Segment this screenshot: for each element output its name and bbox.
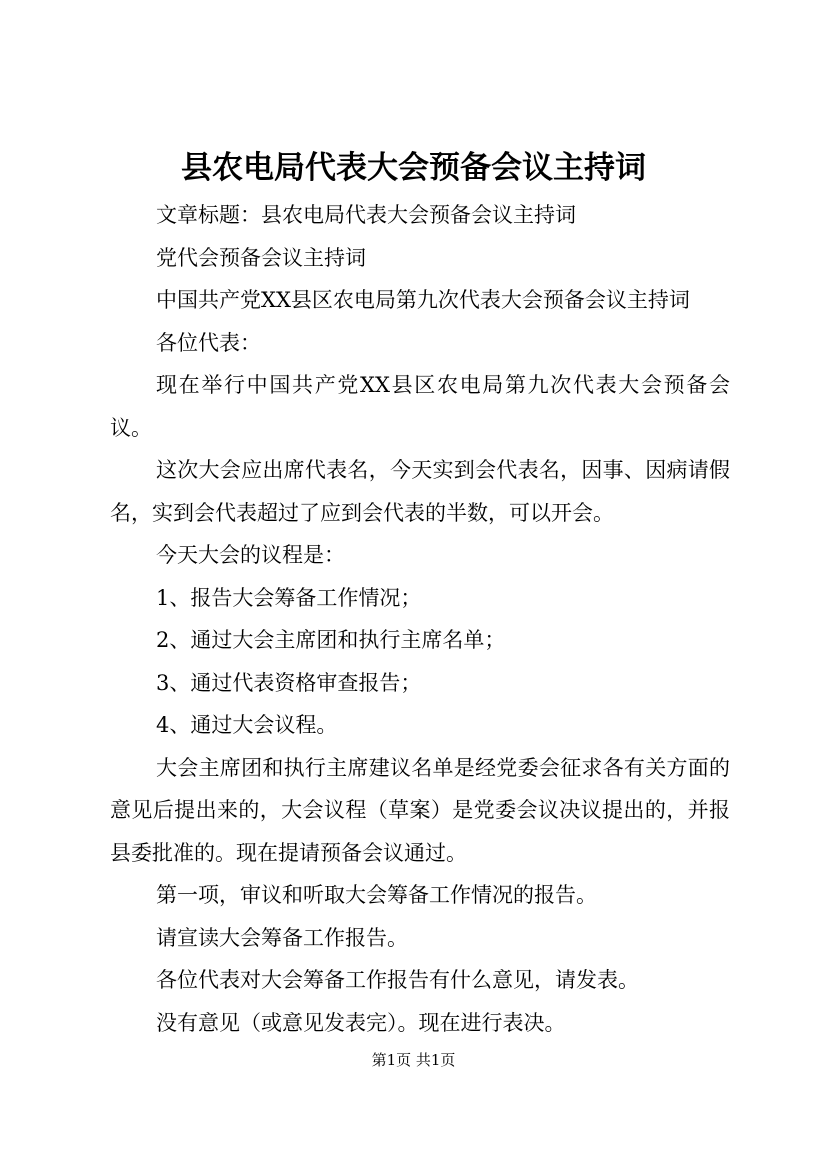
agenda-item-3: 3、通过代表资格审查报告；	[156, 670, 422, 695]
page-number-footer: 第1页 共1页	[371, 1051, 456, 1069]
paragraph-opinions: 各位代表对大会筹备工作报告有什么意见，请发表。	[156, 968, 639, 992]
document-title: 县农电局代表大会预备会议主持词	[181, 150, 646, 186]
paragraph-vote: 没有意见（或意见发表完）。现在进行表决。	[156, 1010, 566, 1035]
document-body	[110, 194, 730, 1044]
paragraph-item-one: 第一项，审议和听取大会筹备工作情况的报告。	[156, 883, 597, 907]
agenda-item-4: 4、通过大会议程。	[156, 713, 338, 737]
paragraph-heading: 中国共产党XX县区农电局第九次代表大会预备会议主持词	[156, 288, 690, 312]
paragraph-article-title: 文章标题：县农电局代表大会预备会议主持词	[156, 203, 576, 227]
agenda-item-2: 2、通过大会主席团和执行主席名单；	[156, 628, 506, 652]
paragraph-agenda-intro: 今天大会的议程是：	[156, 543, 345, 567]
paragraph-subtitle: 党代会预备会议主持词	[156, 245, 366, 270]
paragraph-attendance: 这次大会应出席代表名，今天实到会代表名，因事、因病请假名，实到会代表超过了应到会代表的半数，可以开会。	[110, 458, 730, 525]
agenda-item-1: 1、报告大会筹备工作情况；	[156, 585, 422, 610]
paragraph-read-report: 请宣读大会筹备工作报告。	[156, 925, 408, 950]
paragraph-salutation: 各位代表：	[156, 330, 261, 355]
paragraph-presidium: 大会主席团和执行主席建议名单是经党委会征求各有关方面的意见后提出来的，大会议程（草案）是党委会议决议提出的，并报县委批准的。现在提请预备会议通过。	[110, 755, 730, 865]
paragraph-opening: 现在举行中国共产党XX县区农电局第九次代表大会预备会议。	[110, 373, 730, 440]
